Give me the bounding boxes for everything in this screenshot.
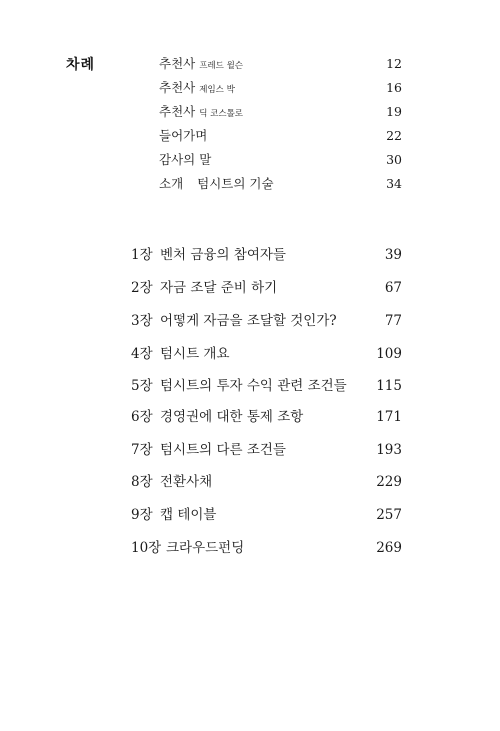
toc-entry-foreword-1[interactable] xyxy=(159,53,402,75)
chapter-title: 자금 조달 준비 하기 xyxy=(160,280,278,296)
page-number: 67 xyxy=(384,280,402,296)
entry-label: 추천사 프레드 윌슨 xyxy=(159,56,243,71)
page-number: 229 xyxy=(376,474,402,490)
chapter-title: 텀시트의 다른 조건들 xyxy=(160,442,286,458)
entry-label: 들어가며 xyxy=(159,128,208,143)
chapter-number: 6장 xyxy=(131,409,153,425)
page-number: 22 xyxy=(386,128,402,143)
toc-chapter-1[interactable] xyxy=(131,243,402,267)
toc-chapter-2[interactable] xyxy=(131,276,402,300)
chapter-number: 5장 xyxy=(131,378,153,394)
toc-entry-acknowledgments[interactable] xyxy=(159,149,402,171)
page-number: 39 xyxy=(384,247,402,263)
toc-chapter-6[interactable] xyxy=(131,405,402,429)
page-number: 77 xyxy=(384,313,402,329)
page-number: 19 xyxy=(386,104,402,119)
toc-chapter-10[interactable] xyxy=(131,536,402,560)
entry-label: 소개 텀시트의 기술 xyxy=(159,176,274,191)
page-number: 30 xyxy=(386,152,402,167)
chapter-number: 1장 xyxy=(131,247,153,263)
page-number: 193 xyxy=(376,442,402,458)
toc-chapter-4[interactable] xyxy=(131,342,402,366)
toc-chapter-5[interactable] xyxy=(131,374,402,398)
toc-chapter-3[interactable] xyxy=(131,309,402,333)
chapter-title: 어떻게 자금을 조달할 것인가? xyxy=(160,313,337,329)
page-number: 34 xyxy=(386,176,402,191)
chapter-number: 4장 xyxy=(131,346,153,362)
toc-entry-introduction[interactable] xyxy=(159,125,402,147)
toc-entry-overview[interactable] xyxy=(159,173,402,195)
chapter-title: 텀시트 개요 xyxy=(160,346,230,362)
chapter-title: 크라우드펀딩 xyxy=(166,540,245,556)
chapter-number: 8장 xyxy=(131,474,153,490)
entry-label: 추천사 딕 코스톨로 xyxy=(159,104,243,119)
chapter-title: 전환사채 xyxy=(160,474,213,490)
chapter-number: 3장 xyxy=(131,313,153,329)
page-number: 16 xyxy=(386,80,402,95)
toc-entry-foreword-2[interactable] xyxy=(159,77,402,99)
chapter-number: 7장 xyxy=(131,442,153,458)
chapter-number: 10장 xyxy=(131,540,162,556)
chapter-title: 캡 테이블 xyxy=(160,507,217,523)
toc-chapter-8[interactable] xyxy=(131,470,402,494)
chapter-number: 9장 xyxy=(131,507,153,523)
chapter-title: 텀시트의 투자 수익 관련 조건들 xyxy=(160,378,347,394)
page-number: 257 xyxy=(376,507,402,523)
page-number: 12 xyxy=(386,56,402,71)
chapter-number: 2장 xyxy=(131,280,153,296)
entry-label: 추천사 제임스 박 xyxy=(159,80,235,95)
page-number: 109 xyxy=(376,346,402,362)
page-number: 171 xyxy=(376,409,402,425)
page-number: 115 xyxy=(376,378,402,394)
chapter-title: 벤처 금융의 참여자들 xyxy=(160,247,286,263)
toc-heading: 차례 xyxy=(66,57,96,73)
toc-entry-foreword-3[interactable] xyxy=(159,101,402,123)
entry-label: 감사의 말 xyxy=(159,152,212,167)
toc-chapter-7[interactable] xyxy=(131,438,402,462)
toc-chapter-9[interactable] xyxy=(131,503,402,527)
chapter-title: 경영권에 대한 통제 조항 xyxy=(160,409,304,425)
page-number: 269 xyxy=(376,540,402,556)
